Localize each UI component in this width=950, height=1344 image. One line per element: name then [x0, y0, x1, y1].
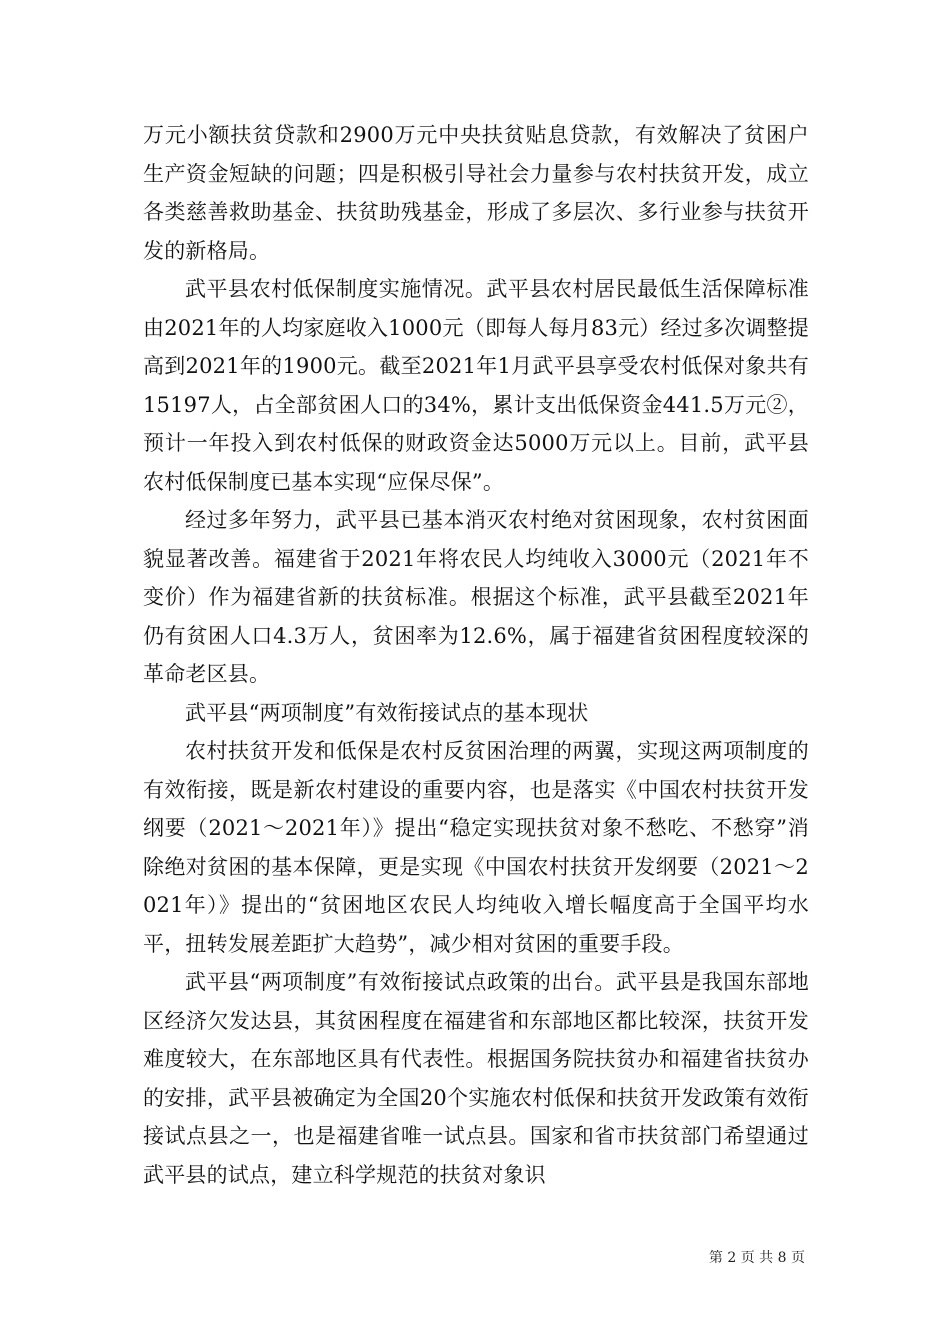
page-number: 第 2 页 共 8 页	[708, 1250, 805, 1266]
paragraph-two-wings: 农村扶贫开发和低保是农村反贫困治理的两翼，实现这两项制度的有效衔接，既是新农村建设的重要内容，也是落实《中国农村扶贫开发纲要（2021～2021年）》提出“稳定实现扶贫对象不愁吃、不愁穿”消除绝对贫困的基本保障，更是实现《中国农村扶贫开发纲要（2021～2021年）》提出的“贫困地区农民人均纯收入增长幅度高于全国平均水平，扭转发展差距扩大趋势”，减少相对贫困的重要手段。	[143, 739, 809, 956]
section-heading: 武平县“两项制度”有效衔接试点的基本现状	[185, 700, 589, 725]
paragraph-continuation: 万元小额扶贫贷款和2900万元中央扶贫贴息贷款，有效解决了贫困户生产资金短缺的问题；四是积极引导社会力量参与农村扶贫开发，成立各类慈善救助基金、扶贫助残基金，形成了多层次、多行业参与扶贫开发的新格局。	[143, 123, 809, 263]
paragraph-dibao-implementation: 武平县农村低保制度实施情况。武平县农村居民最低生活保障标准由2021年的人均家庭收入1000元（即每人每月83元）经过多次调整提高到2021年的1900元。截至2021年1月武平县享受农村低保对象共有15197人，占全部贫困人口的34%，累计支出低保资金441.5万元②，预计一年投入到农村低保的财政资金达5000万元以上。目前，武平县农村低保制度已基本实现“应保尽保”。	[143, 277, 809, 494]
document-body	[143, 116, 809, 1194]
paragraph-pilot-policy: 武平县“两项制度”有效衔接试点政策的出台。武平县是我国东部地区经济欠发达县，其贫困程度在福建省和东部地区都比较深，扶贫开发难度较大，在东部地区具有代表性。根据国务院扶贫办和福建省扶贫办的安排，武平县被确定为全国20个实施农村低保和扶贫开发政策有效衔接试点县之一，也是福建省唯一试点县。国家和省市扶贫部门希望通过武平县的试点，建立科学规范的扶贫对象识	[143, 970, 809, 1187]
paragraph-poverty-status: 经过多年努力，武平县已基本消灭农村绝对贫困现象，农村贫困面貌显著改善。福建省于2021年将农民人均纯收入3000元（2021年不变价）作为福建省新的扶贫标准。根据这个标准，武平县截至2021年仍有贫困人口4.3万人，贫困率为12.6%，属于福建省贫困程度较深的革命老区县。	[143, 508, 809, 686]
page-footer	[0, 1248, 950, 1268]
